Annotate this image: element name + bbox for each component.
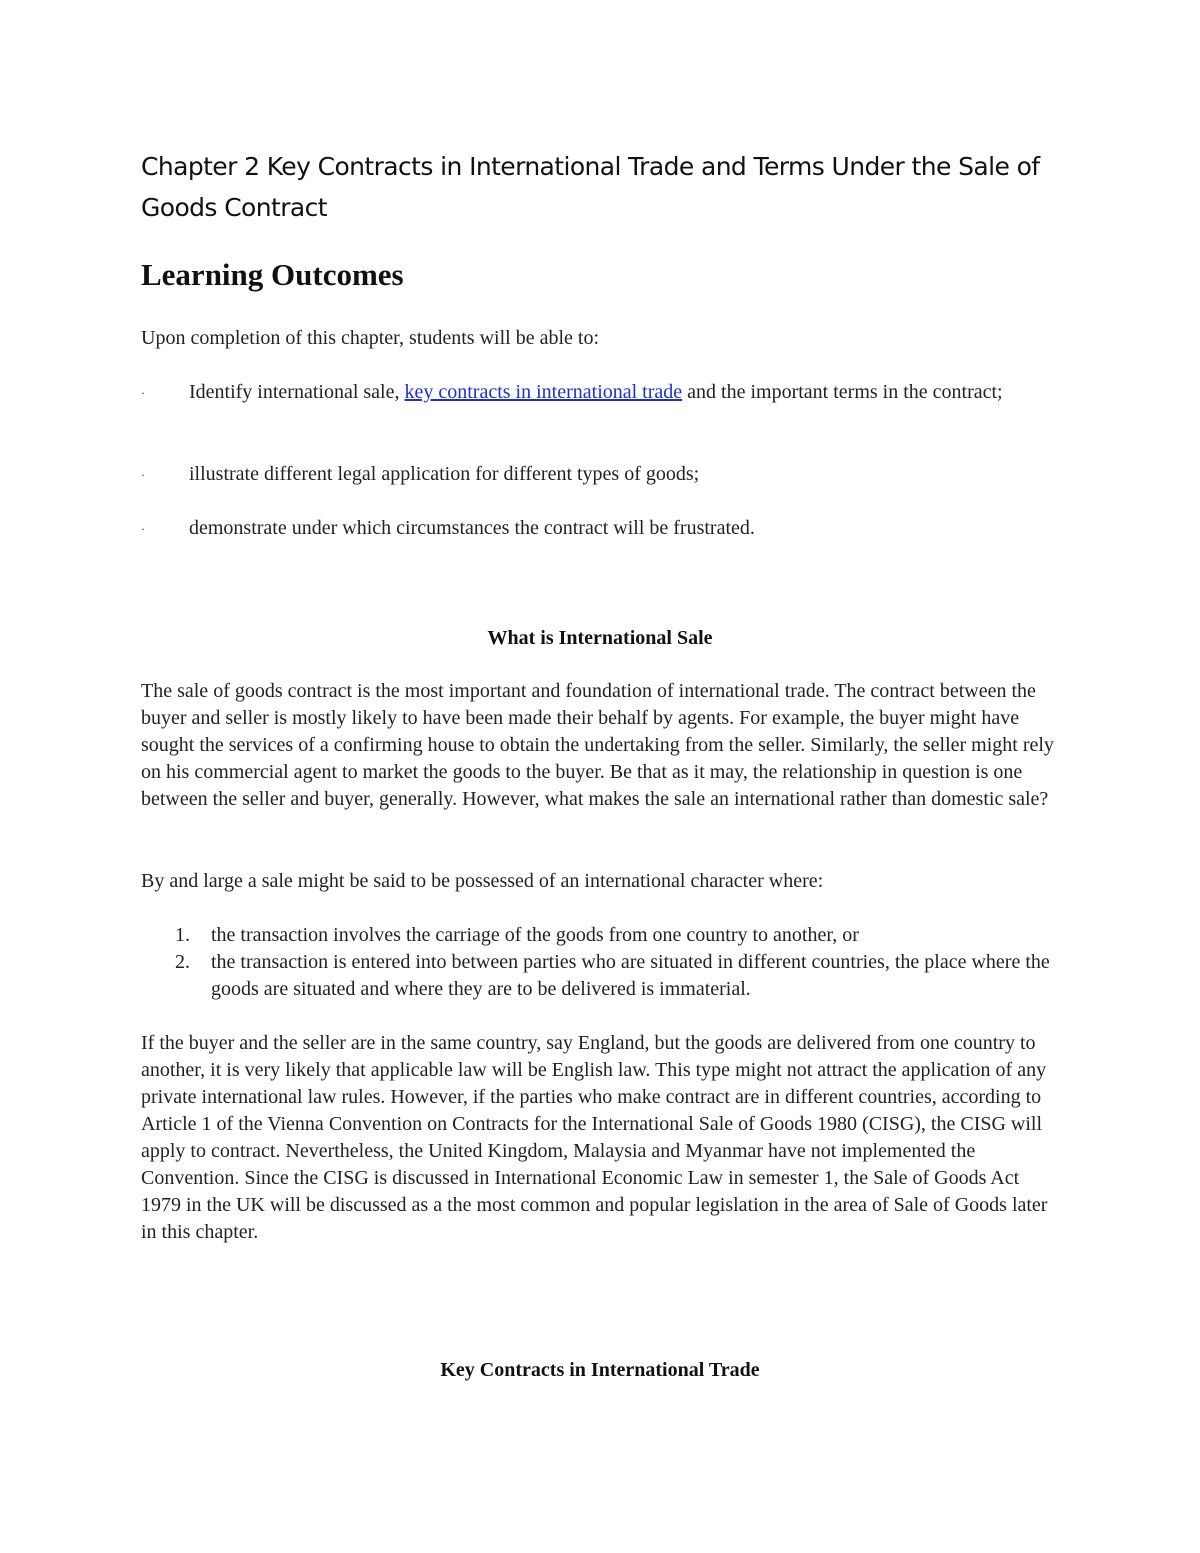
- bullet-icon: ·: [141, 467, 145, 482]
- international-sale-paragraph-1: The sale of goods contract is the most important and foundation of international trade. The contract between the buyer and seller is mostly likely to have been made their behalf by agents. For example, the buyer might have sought the services of a confirming house to obtain the undertaking from the seller. Similarly, the seller might rely on his commercial agent to market the goods to the buyer. Be that as it may, the relationship in question is one between the seller and buyer, generally. However, what makes the sale an international rather than domestic sale?: [141, 680, 1054, 810]
- outcome-text: demonstrate under which circumstances the contract will be frustrated.: [189, 517, 755, 539]
- international-character-list: [141, 922, 1059, 1003]
- list-item-text: the transaction involves the carriage of the goods from one country to another, or: [211, 924, 859, 946]
- outcome-text: Identify international sale,: [189, 381, 405, 403]
- international-sale-paragraph-3: If the buyer and the seller are in the same country, say England, but the goods are delivered from one country to another, it is very likely that applicable law will be English law. This type might not attract the application of any private international law rules. However, if the parties who make contract are in different countries, according to Article 1 of the Vienna Convention on Contracts for the International Sale of Goods 1980 (CISG), the CISG will apply to contract. Nevertheless, the United Kingdom, Malaysia and Myanmar have not implemented the Convention. Since the CISG is discussed in International Economic Law in semester 1, the Sale of Goods Act 1979 in the UK will be discussed as a the most common and popular legislation in the area of Sale of Goods later in this chapter.: [141, 1032, 1048, 1243]
- list-item: [141, 949, 1059, 1003]
- chapter-title: Chapter 2 Key Contracts in International Trade and Terms Under the Sale of Goods Contract: [141, 152, 1040, 222]
- list-item-text: the transaction is entered into between parties who are situated in different countries, the place where the goods are situated and where they are to be delivered is immaterial.: [211, 951, 1050, 1000]
- learning-outcomes-heading: Learning Outcomes: [141, 257, 404, 292]
- list-item: [141, 922, 1059, 949]
- key-contracts-link[interactable]: key contracts in international trade: [404, 381, 683, 403]
- key-contracts-heading: Key Contracts in International Trade: [440, 1359, 760, 1381]
- outcome-text: and the important terms in the contract;: [682, 381, 1003, 403]
- outcome-item: [141, 461, 1041, 489]
- international-sale-heading: What is International Sale: [487, 627, 713, 649]
- learning-outcomes-intro: Upon completion of this chapter, students will be able to:: [141, 327, 599, 349]
- international-sale-paragraph-2: By and large a sale might be said to be possessed of an international character where:: [141, 870, 824, 892]
- list-number: 1.: [175, 924, 190, 946]
- outcome-text: illustrate different legal application for different types of goods;: [189, 463, 700, 485]
- outcome-item: [141, 515, 1041, 543]
- list-number: 2.: [175, 951, 190, 973]
- outcome-item: [141, 379, 1041, 407]
- bullet-icon: ·: [141, 385, 145, 400]
- bullet-icon: ·: [141, 521, 145, 536]
